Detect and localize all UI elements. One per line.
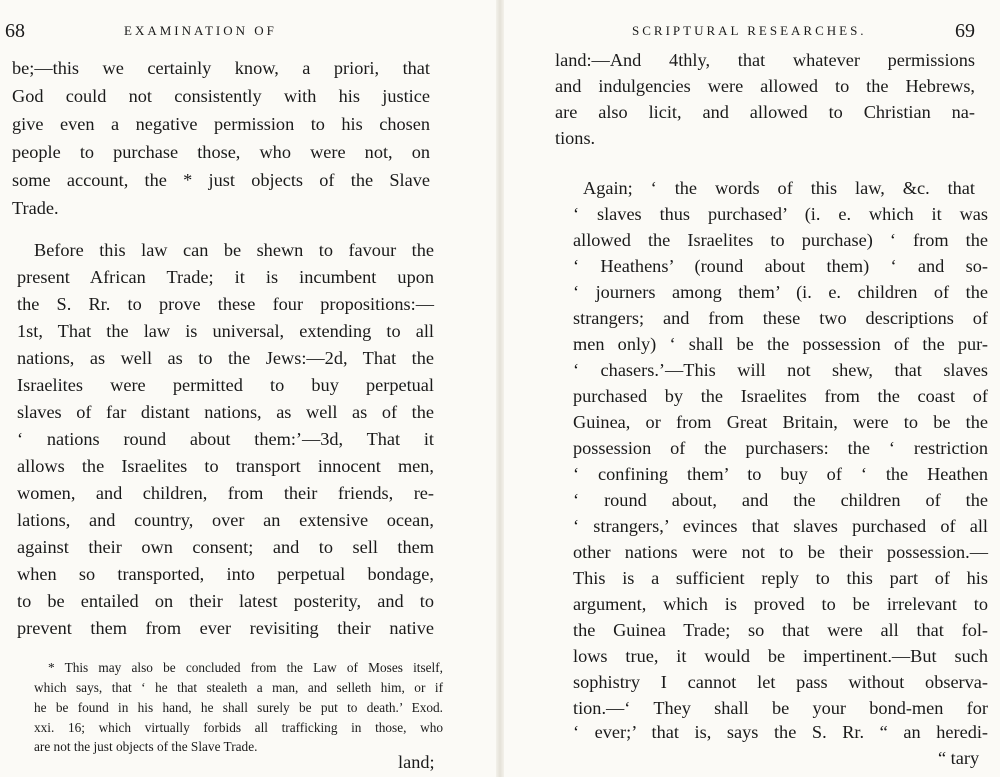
text-line: This is a sufficient reply to this part of his	[573, 568, 988, 588]
text-line: the S. Rr. to prove these four propositions:—	[17, 294, 434, 314]
text-line: against their own consent; and to sell them	[17, 537, 434, 557]
text-line: ‘ chasers.’—This will not shew, that slaves	[573, 360, 988, 380]
text-line: other nations were not to be their possession.—	[573, 542, 988, 562]
footnote-line: * This may also be concluded from the Law of Moses itself,	[48, 660, 443, 675]
text-line: prevent them from ever revisiting their native	[17, 618, 434, 638]
catchword: “ tary	[938, 748, 980, 768]
text-line: lows true, it would be impertinent.—But such	[573, 646, 988, 666]
text-line: ‘ slaves thus purchased’ (i. e. which it was	[573, 204, 988, 224]
text-line: ‘ confining them’ to buy of ‘ the Heathen	[573, 464, 988, 484]
text-line: Again; ‘ the words of this law, &c. that	[583, 178, 975, 198]
text-line: tions.	[555, 128, 596, 148]
footnote-line: he be found in his hand, he shall surely be put to death.’ Exod.	[34, 700, 443, 715]
footnote-line: are not the just objects of the Slave Trade.	[34, 739, 258, 754]
text-line: slaves of far distant nations, as well as of the	[17, 402, 434, 422]
text-line: purchased by the Israelites from the coast of	[573, 386, 988, 406]
text-line: present African Trade; it is incumbent upon	[17, 267, 434, 287]
text-line: ‘ strangers,’ evinces that slaves purchased of all	[573, 516, 988, 536]
text-line: argument, which is proved to be irrelevant to	[573, 594, 988, 614]
text-line: Before this law can be shewn to favour the	[34, 240, 434, 260]
text-line: be;—this we certainly know, a priori, that	[12, 58, 430, 78]
text-line: people to purchase those, who were not, on	[12, 142, 430, 162]
page-number: 69	[955, 20, 975, 42]
text-line: some account, the * just objects of the Slave	[12, 170, 430, 190]
text-line: God could not consistently with his justice	[12, 86, 430, 106]
text-line: men only) ‘ shall be the possession of the pur-	[573, 334, 988, 354]
text-line: ‘ nations round about them:’—3d, That it	[17, 429, 434, 449]
text-line: the Guinea Trade; so that were all that fol-	[573, 620, 988, 640]
text-line: tion.—‘ They shall be your bond-men for	[573, 698, 988, 718]
text-line: women, and children, from their friends, re-	[17, 483, 434, 503]
page-number: 68	[5, 20, 25, 42]
catchword: land;	[398, 752, 435, 772]
footnote-line: which says, that ‘ he that stealeth a man, and selleth him, or if	[34, 680, 443, 695]
running-head: SCRIPTURAL RESEARCHES.	[632, 23, 867, 38]
text-line: Guinea, or from Great Britain, were to be the	[573, 412, 988, 432]
text-line: sophistry I cannot let pass without observa-	[573, 672, 988, 692]
text-line: lations, and country, over an extensive ocean,	[17, 510, 434, 530]
text-line: allowed the Israelites to purchase) ‘ from the	[573, 230, 988, 250]
text-line: possession of the purchasers: the ‘ restriction	[573, 438, 988, 458]
text-line: ‘ journers among them’ (i. e. children of the	[573, 282, 988, 302]
text-line: Israelites were permitted to buy perpetual	[17, 375, 434, 395]
text-line: strangers; and from these two descriptions of	[573, 308, 988, 328]
text-line: to be entailed on their latest posterity, and to	[17, 591, 434, 611]
text-line: and indulgencies were allowed to the Hebrews,	[555, 76, 975, 96]
text-line: allows the Israelites to transport innocent men,	[17, 456, 434, 476]
running-head: EXAMINATION OF	[124, 23, 277, 38]
right-page	[500, 0, 1000, 777]
text-line: nations, as well as to the Jews:—2d, That the	[17, 348, 434, 368]
text-line: ‘ Heathens’ (round about them) ‘ and so-	[573, 256, 988, 276]
text-line: ‘ round about, and the children of the	[573, 490, 988, 510]
text-line: land:—And 4thly, that whatever permissions	[555, 50, 975, 70]
text-line: are also licit, and allowed to Christian na-	[555, 102, 975, 122]
text-line: give even a negative permission to his chosen	[12, 114, 430, 134]
footnote-line: xxi. 16; which virtually forbids all trafficking in those, who	[34, 720, 443, 735]
text-line: 1st, That the law is universal, extending to all	[17, 321, 434, 341]
text-line: when so transported, into perpetual bondage,	[17, 564, 434, 584]
text-line: Trade.	[12, 198, 59, 218]
text-line: ‘ ever;’ that is, says the S. Rr. “ an heredi-	[573, 722, 988, 742]
